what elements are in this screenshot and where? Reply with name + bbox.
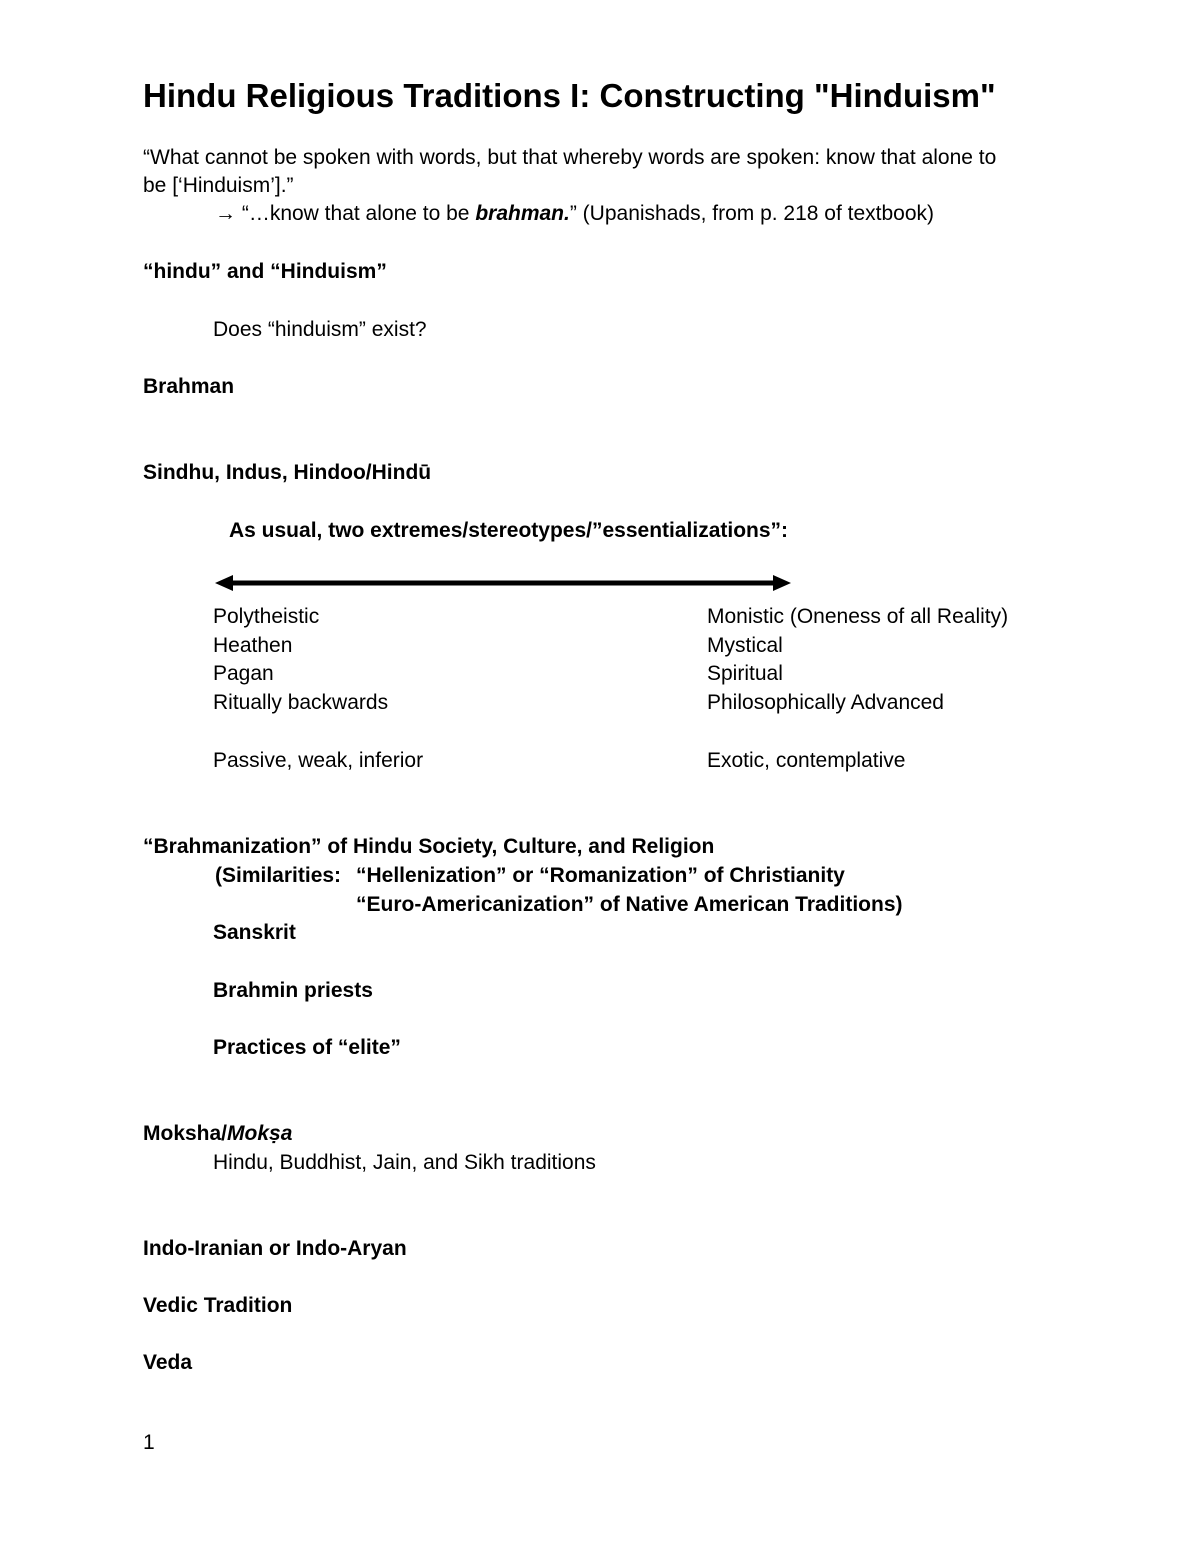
- section-brahmanization-heading: “Brahmanization” of Hindu Society, Culture, and Religion: [143, 835, 715, 858]
- section-moksha-subtext: Hindu, Buddhist, Jain, and Sikh traditions: [213, 1151, 596, 1174]
- quote-line-2: be [‘Hinduism’].”: [143, 174, 294, 197]
- page-title: Hindu Religious Traditions I: Constructing "Hinduism": [143, 77, 996, 114]
- section-moksha-heading: [143, 1120, 292, 1148]
- spectrum-left-summary: Passive, weak, inferior: [213, 749, 424, 772]
- spectrum-right-summary: Exotic, contemplative: [707, 749, 906, 772]
- quote-attribution-prefix: “…know that alone to be: [236, 202, 476, 225]
- spectrum-left-item: Ritually backwards: [213, 691, 389, 714]
- term-heading: Vedic Tradition: [143, 1294, 293, 1317]
- term-heading: Veda: [143, 1351, 193, 1374]
- similarities-label: (Similarities:: [215, 864, 342, 887]
- brahmanization-item: Sanskrit: [213, 921, 296, 944]
- double-headed-arrow-icon: [215, 572, 791, 594]
- brahmanization-item: Practices of “elite”: [213, 1036, 401, 1059]
- term-heading: Indo-Iranian or Indo-Aryan: [143, 1237, 407, 1260]
- spectrum-right-item: Mystical: [707, 634, 783, 657]
- page-number: 1: [143, 1431, 155, 1454]
- spectrum-right-item: Philosophically Advanced: [707, 691, 944, 714]
- right-arrow-icon: →: [215, 202, 236, 225]
- spectrum-left-item: Pagan: [213, 662, 274, 685]
- quote-attribution-emphasis: brahman.: [475, 202, 570, 225]
- section-hindu-question: Does “hinduism” exist?: [213, 318, 427, 341]
- similarity-item: “Euro-Americanization” of Native American Traditions): [356, 893, 903, 916]
- quote-attribution-suffix: ” (Upanishads, from p. 218 of textbook): [569, 202, 935, 225]
- section-brahman-heading: Brahman: [143, 375, 235, 398]
- section-sindhu-heading: Sindhu, Indus, Hindoo/Hindū: [143, 461, 432, 484]
- spectrum-left-item: Heathen: [213, 634, 293, 657]
- moksha-heading-plain: Moksha/: [143, 1122, 228, 1145]
- quote-line-1: “What cannot be spoken with words, but that whereby words are spoken: know that alone to: [143, 146, 997, 169]
- section-hindu-heading: “hindu” and “Hinduism”: [143, 260, 387, 283]
- moksha-heading-italic: Mokṣa: [227, 1122, 293, 1145]
- spectrum-right-item: Spiritual: [707, 662, 783, 685]
- spectrum-left-item: Polytheistic: [213, 605, 320, 628]
- section-sindhu-subheading: As usual, two extremes/stereotypes/”essentializations”:: [229, 519, 789, 542]
- brahmanization-item: Brahmin priests: [213, 979, 373, 1002]
- spectrum-right-item: Monistic (Oneness of all Reality): [707, 605, 1009, 628]
- similarity-item: “Hellenization” or “Romanization” of Christianity: [356, 864, 845, 887]
- quote-attribution: [215, 200, 934, 228]
